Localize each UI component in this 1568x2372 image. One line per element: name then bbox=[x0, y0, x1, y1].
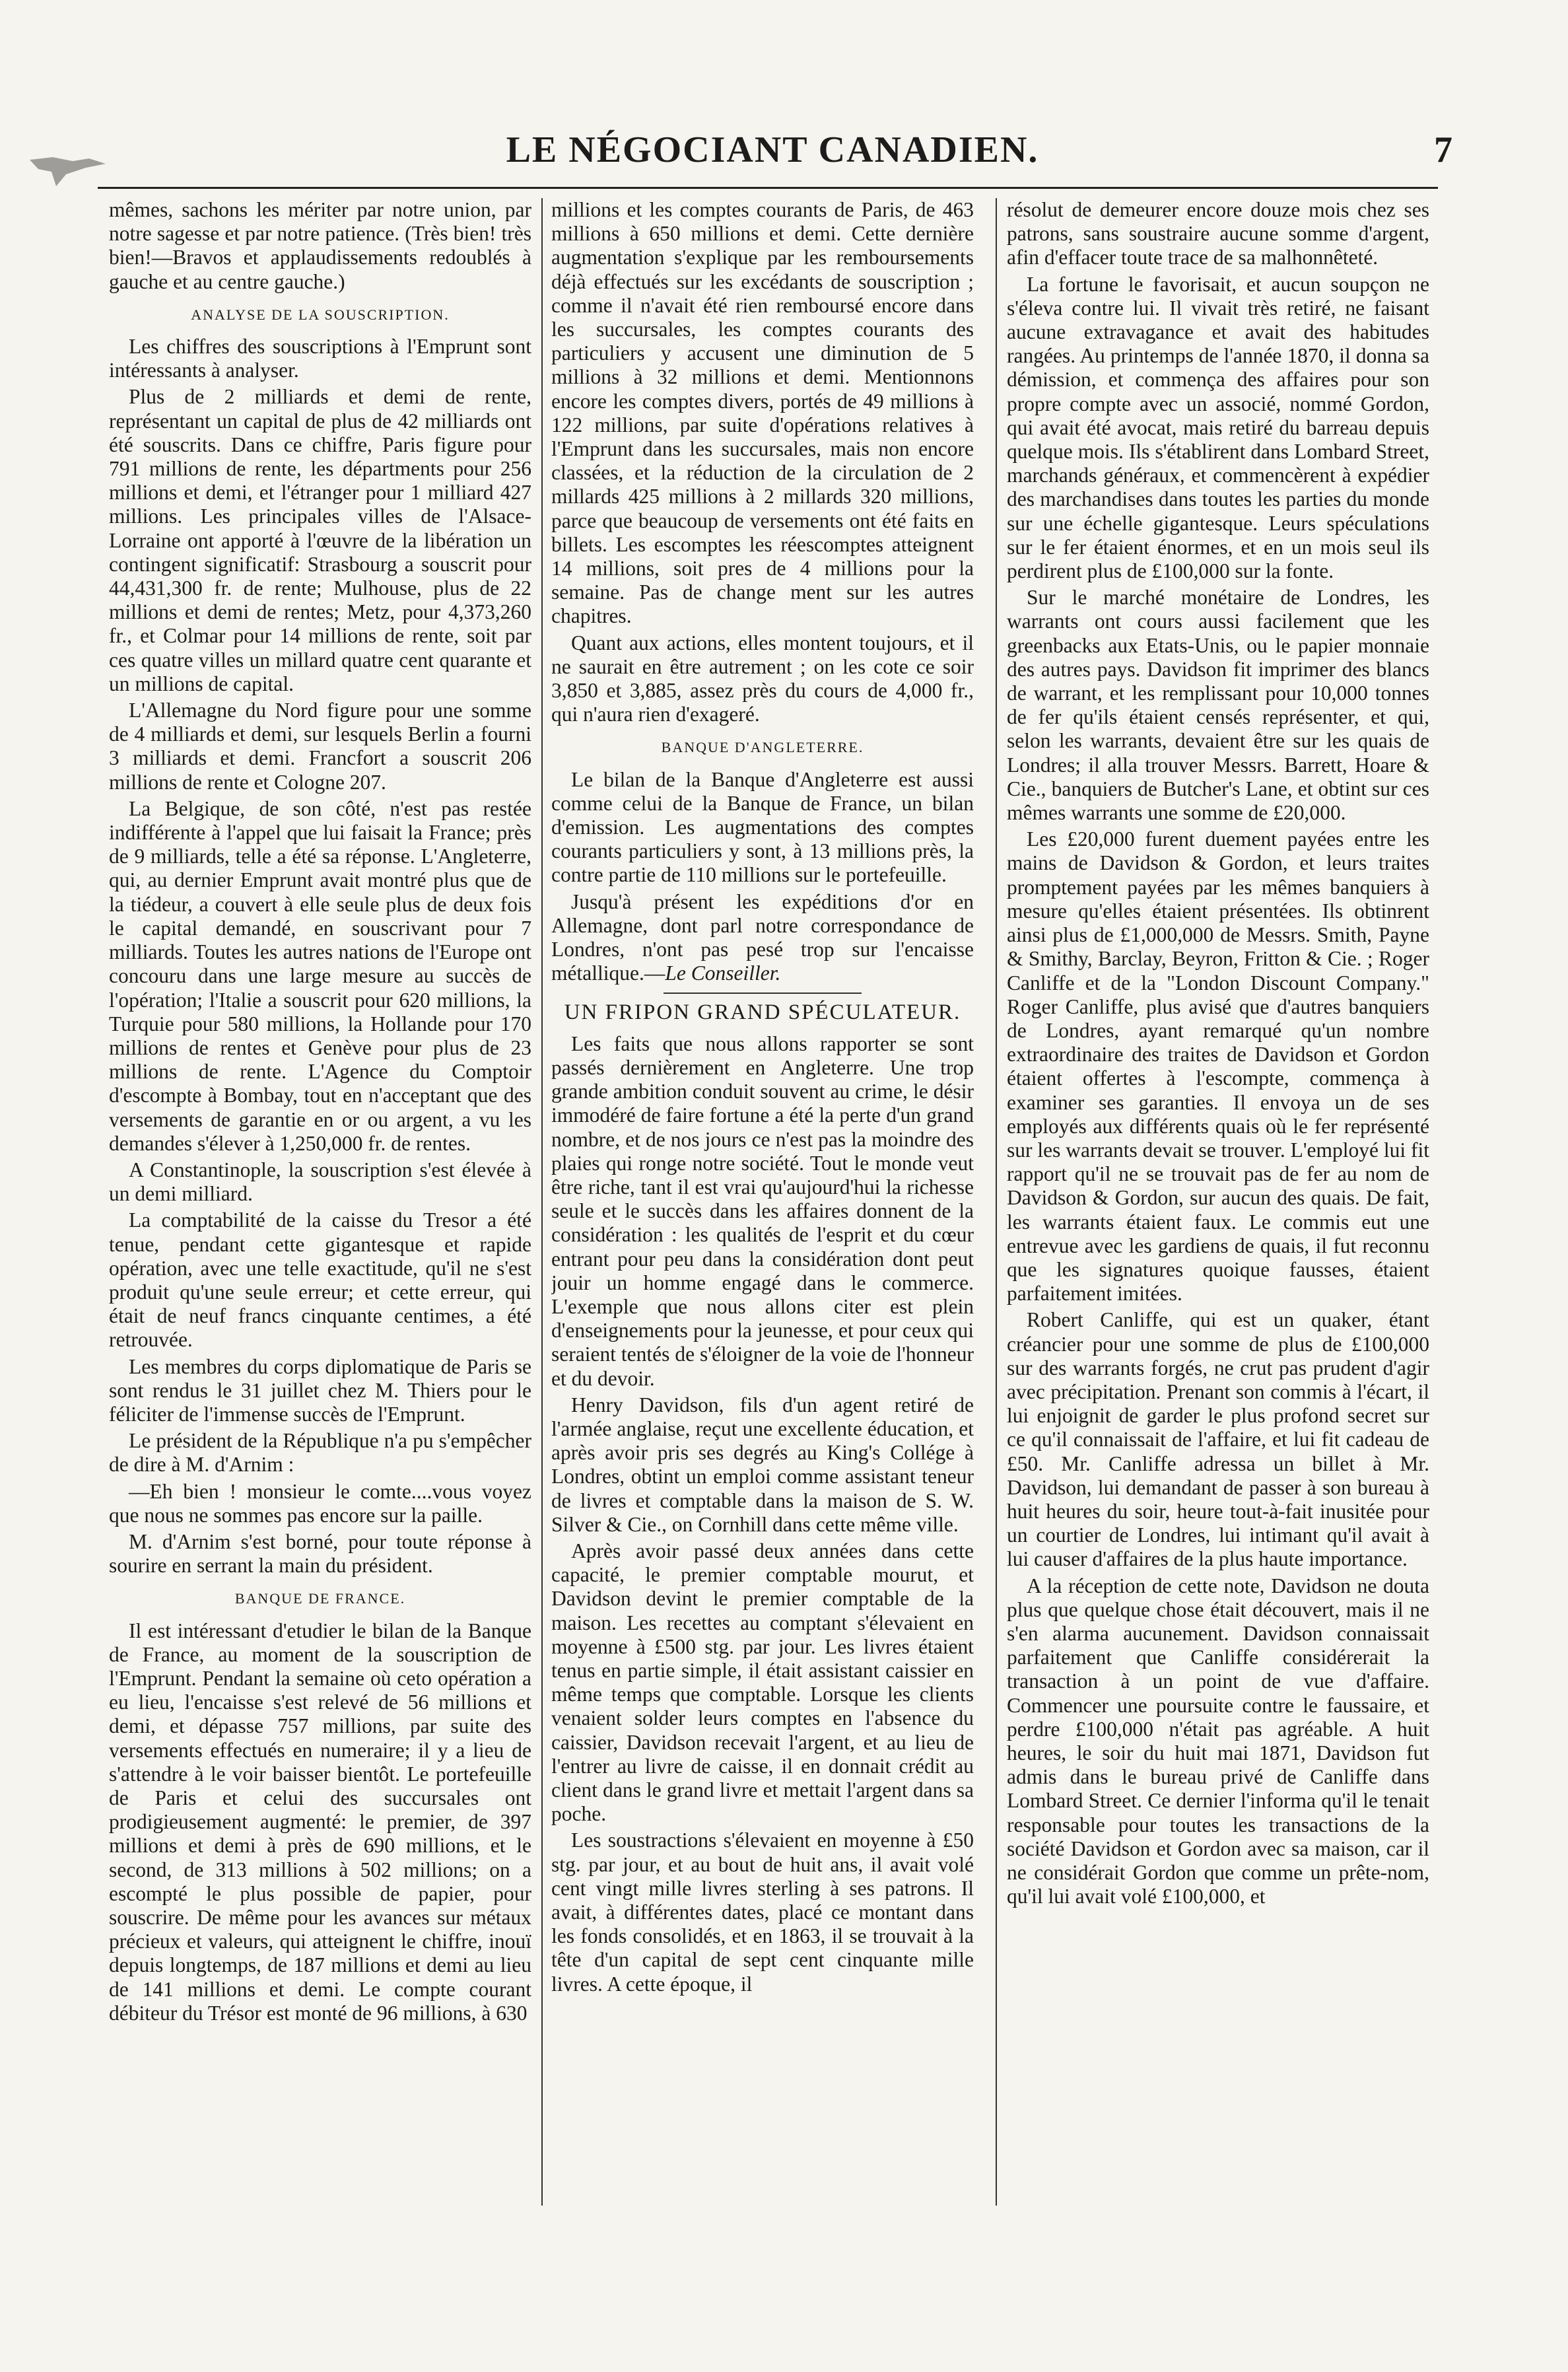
paragraph: Les chiffres des souscriptions à l'Emprunt sont intéressants à analyser. bbox=[109, 335, 531, 382]
paragraph: millions et les comptes courants de Paris, de 463 millions à 650 millions et demi. Cette dernière augmentation s'explique par les remboursements déjà effectués sur les excédants de souscription ; comme il n'avait été rien remboursé encore dans les succursales, les comptes courants des particuliers y accusent une diminution de 5 millions à 32 millions et demi. Mentionnons encore les comptes divers, portés de 49 millions à 122 millions, par suite d'opérations relatives à l'Emprunt dans les succursales, mais non encore classées, et la réduction de la circulation de 2 millards 425 millions à 2 millards 320 millions, parce que beaucoup de versements ont été faits en billets. Les escomptes les réescomptes atteignent 14 millions, soit pres de 4 millions pour la semaine. Pas de change ment sur les autres chapitres. bbox=[551, 198, 974, 628]
paragraph: Il est intéressant d'etudier le bilan de la Banque de France, au moment de la souscription de l'Emprunt. Pendant la semaine où ceto opération a eu lieu, l'encaisse s'est relevé de 56 millions et demi, et dépasse 757 millions, par suite des versements effectués en numeraire; il y a lieu de s'attendre à le voir baisser bientôt. Le portefeuille de Paris et celui des succursales ont prodigieusement augmenté: le premier, de 397 millions et demi à près de 690 millions, et le second, de 313 millions à 502 millions; on a escompté le plus possible de papier, pour souscrire. De même pour les avances sur métaux précieux et valeurs, qui atteignent le chiffre, inouï depuis longtemps, de 187 millions et demi au lieu de 141 millions et demi. Le compte courant débiteur du Trésor est monté de 96 millions, à 630 bbox=[109, 1619, 531, 2025]
paragraph-text: Jusqu'à présent les expéditions d'or en Allemagne, dont parl notre correspondance de Londres, n'ont pas pesé trop sur l'encaisse métallique.— bbox=[551, 890, 974, 985]
page-header bbox=[92, 129, 1452, 175]
paragraph: A Constantinople, la souscription s'est élevée à un demi milliard. bbox=[109, 1158, 531, 1206]
paragraph bbox=[551, 890, 974, 986]
paragraph: Après avoir passé deux années dans cette capacité, le premier comptable mourut, et Davidson devint le premier comptable de la maison. Les recettes au comptant s'élevaient en moyenne à £500 stg. par jour. Les livres étaient tenus en partie simple, il était assistant caissier en même temps que comptable. Lorsque les clients venaient solder leurs comptes en l'absence du caissier, Davidson recevait l'argent, et au lieu de l'entrer au livre de caisse, il en donnait crédit au client dans le grand livre et mettait l'argent dans sa poche. bbox=[551, 1539, 974, 1826]
paragraph: Les faits que nous allons rapporter se sont passés dernièrement en Angleterre. Une trop grande ambition conduit souvent au crime, le désir immodéré de faire fortune a été la perte d'un grand nombre, et de nos jours ce n'est pas la moindre des plaies qui ronge notre société. Tout le monde veut être riche, tant il est vrai qu'aujourd'hui la richesse seule et le succès dans les affaires donnent de la considération : les qualités de l'esprit et du cœur entrant pour peu dans la considération dont peut jouir un homme engagé dans le commerce. L'exemple que nous allons citer est plein d'enseignements pour la jeunesse, et pour ceux qui seraient tentés de s'éloigner de la voie de l'honneur et du devoir. bbox=[551, 1031, 974, 1390]
column-divider bbox=[541, 198, 543, 2206]
column-1 bbox=[109, 198, 531, 2219]
paragraph: L'Allemagne du Nord figure pour une somme de 4 milliards et demi, sur lesquels Berlin a fourni 3 milliards et demi. Francfort a souscrit 206 millions de rente et Cologne 207. bbox=[109, 699, 531, 794]
paragraph: M. d'Arnim s'est borné, pour toute réponse à sourire en serrant la main du président. bbox=[109, 1529, 531, 1578]
paragraph: Plus de 2 milliards et demi de rente, représentant un capital de plus de 42 milliards ont été souscrits. Dans ce chiffre, Paris figure pour 791 millions de rente, les départments pour 256 millions et demi, et l'étranger pour 1 milliard 427 millions. Les principales villes de l'Alsace-Lorraine ont apporté à l'œuvre de la libération un contingent significatif: Strasbourg a souscrit pour 44,431,300 fr. de rente; Mulhouse, plus de 22 millions et demi de rentes; Metz, pour 4,373,260 fr., et Colmar pour 14 millions de rente, soit par ces quatre villes un millard quatre cent quarante et un millions de capital. bbox=[109, 385, 531, 695]
header-rule bbox=[98, 187, 1438, 189]
paragraph: Quant aux actions, elles montent toujours, et il ne saurait en être autrement ; on les cote ce soir 3,850 et 3,885, assez près du cours de 4,000 fr., qui n'aura rien d'exageré. bbox=[551, 631, 974, 726]
paragraph: résolut de demeurer encore douze mois chez ses patrons, sans soustraire aucune somme d'argent, afin d'effacer toute trace de sa malhonnêteté. bbox=[1007, 198, 1429, 269]
paragraph: Les soustractions s'élevaient en moyenne à £50 stg. par jour, et au bout de huit ans, il avait volé cent vingt mille livres sterling à ses patrons. Il avait, à différentes dates, placé ce montant dans les fonds consolidés, et en 1863, il se trouvait à la tête d'un capital de sept cent cinquante mille livres. A cette époque, il bbox=[551, 1829, 974, 1996]
section-heading: BANQUE DE FRANCE. bbox=[234, 1590, 406, 1607]
paragraph: Sur le marché monétaire de Londres, les warrants ont cours aussi facilement que les greenbacks aux Etats-Unis, ou le papier monnaie des autres pays. Davidson fit imprimer des blancs de warrant, et les remplissant pour 10,000 tonnes de fer qu'ils étaient censés représenter, et qui, selon les warrants, devaient être sur les quais de Londres; il alla trouver Messrs. Barrett, Hoare & Cie., banquiers de Butcher's Lane, et obtint sur ces mêmes warrants une somme de £20,000. bbox=[1007, 586, 1429, 825]
page-number: 7 bbox=[1434, 129, 1452, 170]
paragraph: La comptabilité de la caisse du Tresor a été tenue, pendant cette gigantesque et rapide opération, avec une telle exactitude, qu'il ne s'est produit qu'une seule erreur; et cette erreur, qui était de neuf francs cinquante centimes, a été retrouvée. bbox=[109, 1208, 531, 1352]
paragraph: La Belgique, de son côté, n'est pas restée indifférente à l'appel que lui faisait la France; près de 9 milliards, telle a été sa réponse. L'Angleterre, qui, au dernier Emprunt avait montré plus que de la tiédeur, a couvert à elle seule plus de deux fois le capital demandé, en souscrivant pour 7 milliards. Toutes les autres nations de l'Europe ont concouru dans une large mesure au succès de l'opération; l'Italie a souscrit pour 620 millions, la Turquie pour 580 millions, la Hollande pour 170 millions de rentes et Genève pour plus de 23 millions de rente. L'Agence du Comptoir d'escompte à Bombay, tout en n'acceptant que des versements de garantie en or ou argent, a vu les demandes s'élever à 1,250,000 fr. de rentes. bbox=[109, 796, 531, 1155]
column-2 bbox=[551, 198, 974, 2219]
paragraph: Le président de la République n'a pu s'empêcher de dire à M. d'Arnim : bbox=[109, 1429, 531, 1477]
section-heading: ANALYSE DE LA SOUSCRIPTION. bbox=[191, 306, 450, 323]
paragraph: La fortune le favorisait, et aucun soupçon ne s'éleva contre lui. Il vivait très retiré, ne faisant aucune extravagance et avait des habitudes rangées. Au printemps de l'année 1870, il donna sa démission, et commença des affaires pour son propre compte avec un associé, nommé Gordon, qui avait été avocat, mais retiré du barreau depuis quelque mois. Ils s'établirent dans Lombard Street, marchands généraux, et commencèrent à expédier des marchandises dans toutes les parties du monde sur une échelle gigantesque. Leurs spéculations sur le fer étaient énormes, et en un mois seul ils perdirent plus de £100,000 sur la fonte. bbox=[1007, 272, 1429, 583]
paragraph: Les £20,000 furent duement payées entre les mains de Davidson & Gordon, et leurs traites promptement payées par les mêmes banquiers à mesure qu'elles étaient présentées. Ils obtinrent ainsi plus de £1,000,000 de Messrs. Smith, Payne & Smithy, Barclay, Beyron, Fritton & Cie. ; Roger Canliffe et de la "London Discount Company." Roger Canliffe, plus avisé que d'autres banquiers de Londres, ayant remarqué qu'un nombre extraordinaire des traites de Davidson et Gordon étaient offertes à l'escompte, commença à examiner ses garanties. Il envoya un de ses employés aux différents quais où le fer représenté sur les warrants devait se trouver. L'employé lui fit rapport qu'il ne se trouvait pas de fer au nom de Davidson & Gordon, sur aucun des quais. De fait, les warrants étaient faux. Le commis eut une entrevue avec les gardiens de quais, il fut reconnu que les signatures quoique fausses, étaient parfaitement imitées. bbox=[1007, 827, 1429, 1306]
paragraph: Le bilan de la Banque d'Angleterre est aussi comme celui de la Banque de France, un bilan d'emission. Les augmentations des comptes courants particuliers y sont, à 13 millions près, la contre partie de 110 millions sur le portefeuille. bbox=[551, 767, 974, 887]
article-separator bbox=[664, 993, 862, 994]
paragraph: mêmes, sachons les mériter par notre union, par notre sagesse et par notre patience. (Très bien! très bien!—Bravos et applaudissements redoublés à gauche et au centre gauche.) bbox=[109, 198, 531, 293]
column-divider bbox=[996, 198, 997, 2206]
section-heading: BANQUE D'ANGLETERRE. bbox=[661, 739, 864, 756]
column-3 bbox=[1007, 198, 1429, 2219]
source-attribution: Le Conseiller. bbox=[665, 961, 781, 985]
article-headline: UN FRIPON GRAND SPÉCULATEUR. bbox=[564, 1000, 961, 1024]
paragraph: Robert Canliffe, qui est un quaker, étant créancier pour une somme de plus de £100,000 sur des warrants forgés, ne crut pas prudent d'agir avec précipitation. Prenant son commis à l'écart, il lui enjoignit de garder le plus profond secret sur ce qu'il connaissait de l'affaire, et lui fit cadeau de £50. Mr. Canliffe adressa un billet à Mr. Davidson, lui demandant de passer à son bureau à huit heures du soir, heure tout-à-fait inusitée pour un courtier de Londres, lui intimant qu'il avait à lui causer d'affaires de la plus haute importance. bbox=[1007, 1308, 1429, 1571]
paragraph: —Eh bien ! monsieur le comte....vous voyez que nous ne sommes pas encore sur la paille. bbox=[109, 1479, 531, 1527]
newspaper-title: LE NÉGOCIANT CANADIEN. bbox=[506, 129, 1039, 170]
paragraph: Les membres du corps diplomatique de Paris se sont rendus le 31 juillet chez M. Thiers pour le féliciter de l'immense succès de l'Emprunt. bbox=[109, 1354, 531, 1426]
paragraph: Henry Davidson, fils d'un agent retiré de l'armée anglaise, reçut une excellente éducation, et après avoir pris ses degrés au King's Collége à Londres, obtint un emploi comme assistant teneur de livres et comptable dans la maison de S. W. Silver & Cie., on Cornhill dans cette même ville. bbox=[551, 1393, 974, 1536]
paragraph: A la réception de cette note, Davidson ne douta plus que quelque chose était découvert, mais il ne s'en alarma aucunement. Davidson connaissait parfaitement que Canliffe considérerait la transaction à un point de vue d'affaire. Commencer une poursuite contre le faussaire, et perdre £100,000 n'était pas agréable. A huit heures, le soir du huit mai 1871, Davidson fut admis dans le bureau privé de Canliffe dans Lombard Street. Ce dernier l'informa qu'il le tenait responsable pour toutes les transactions de la société Davidson et Gordon avec sa maison, car il ne considérait Gordon que comme un prête-nom, qu'il lui avait volé £100,000, et bbox=[1007, 1574, 1429, 1908]
